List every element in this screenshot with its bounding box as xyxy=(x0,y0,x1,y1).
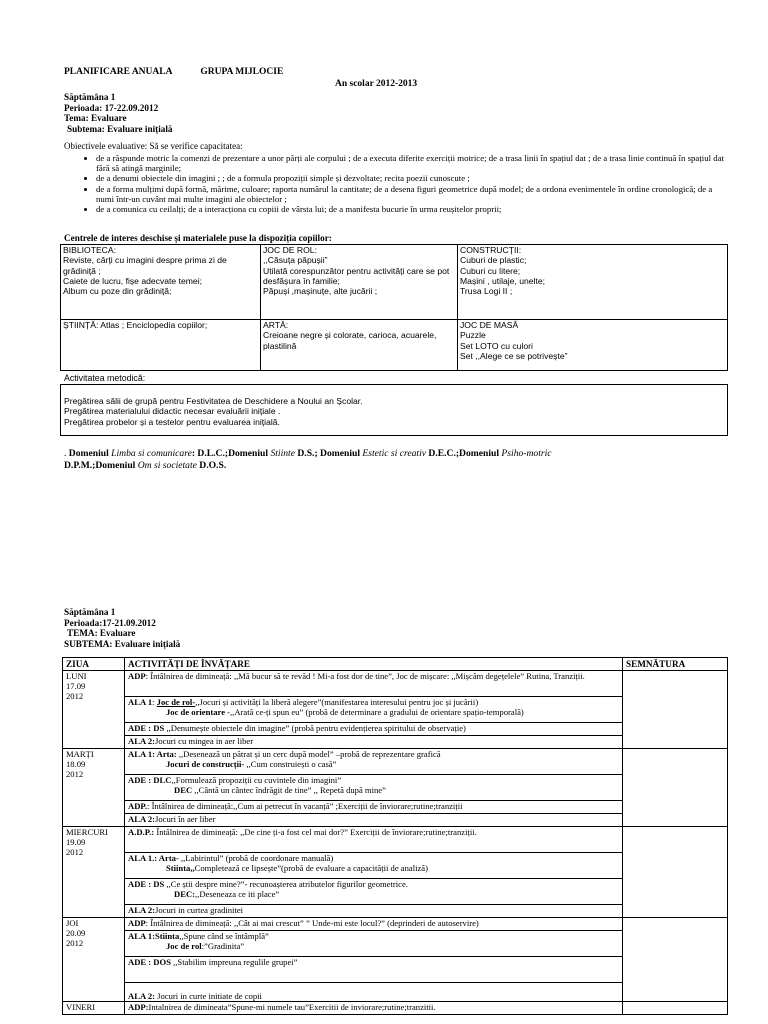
objectives-list xyxy=(64,153,729,214)
centre-cell-joc-de-rol: JOC DE ROL: ,,Căsuța păpușii” Utilată corespunzător pentru activități care se pot desfășura în familie; Păpuși ,mașinuțe, alte jucării ; xyxy=(261,245,458,320)
week-info-2 xyxy=(64,607,180,650)
centre-cell-stiinta: ȘTIINȚĂ: Atlas ; Enciclopedia copiilor; xyxy=(61,320,261,371)
signature-cell xyxy=(623,827,728,918)
column-header-activities: ACTIVITĂȚI DE ÎNVĂȚARE xyxy=(125,658,623,671)
table-row xyxy=(63,671,728,697)
objective-item: • de a comunica cu ceilalți; de a interacționa cu copiii de vârsta lui; de a manifesta bucurie în urma reușitelor proprii; xyxy=(96,204,729,214)
column-header-signature: SEMNĂTURA xyxy=(623,658,728,671)
centre-cell-arta: ARTĂ: Creioane negre și colorate, carioca, acuarele, plastilină xyxy=(261,320,458,371)
plan-title: PLANIFICARE ANUALA xyxy=(64,67,172,77)
school-year: An scolar 2012-2013 xyxy=(335,79,418,89)
activity-cell: ALA 1:Stiinta,,Spune când se întâmplă” Joc de rol:”Gradinita” xyxy=(125,931,623,957)
signature-cell xyxy=(623,918,728,1002)
theme-label: Tema: Evaluare xyxy=(64,113,127,124)
day-cell-miercuri: MIERCURI 19.09 2012 xyxy=(63,827,125,918)
table-row xyxy=(63,1002,728,1015)
activity-cell: ADE : DS ,,Denumește obiectele din imagine” (probă pentru evidențierea spiritului de observație) xyxy=(125,723,623,736)
methodical-item: Pregătirea probelor și a testelor pentru evaluarea inițială. xyxy=(64,416,280,427)
objective-item: • de a denumi obiectele din imagini ; ; de a formula propoziții simple și dezvoltate; recita poezii cunoscute ; xyxy=(96,173,729,183)
methodical-box xyxy=(60,384,728,436)
group-name: GRUPA MIJLOCIE xyxy=(200,67,284,77)
methodical-title: Activitatea metodică: xyxy=(64,373,146,383)
centre-cell-constructii: CONSTRUCȚII: Cuburi de plastic; Cuburi cu litere; Mașini , utilaje, unelte; Trusa Logi II ; xyxy=(458,245,728,320)
domains-line: . Domeniul Limba si comunicare: D.L.C.;Domeniul Stiinte D.S.; Domeniul Estetic si creativ D.E.C.;Domeniul Psiho-motric D.P.M.;Domeniul Om si societate D.O.S. xyxy=(64,448,552,472)
activity-cell: ALA 2:Jocuri in curtea gradinitei xyxy=(125,905,623,918)
subtheme-label: Subtema: Evaluare inițială xyxy=(67,124,173,135)
week-info-1 xyxy=(64,92,173,135)
period-label: Perioada: 17-22.09.2012 xyxy=(64,102,159,113)
document-title xyxy=(64,67,283,78)
centre-cell-biblioteca: BIBLIOTECA: Reviste, cărți cu imagini despre prima zi de grădiniță ; Caiete de lucru, fișe adecvate temei; Album cu poze din grădiniță; xyxy=(61,245,261,320)
activity-cell: ADE : DS ,,Ce știi despre mine?”- recunoașterea atributelor figurilor geometrice. DEC:,,Deseneaza ce iti place” xyxy=(125,879,623,905)
week-label: Săptămâna 1 xyxy=(64,607,116,617)
week-label: Săptămâna 1 xyxy=(64,92,116,102)
activity-cell: ADP.: Întâlnirea de dimineață:,,Cum ai petrecut în vacanță” ;Exerciții de înviorare;rutine;tranziții xyxy=(125,801,623,814)
activity-cell: ALA 2: Jocuri in curte initiate de copii xyxy=(125,983,623,1002)
period-label: Perioada:17-21.09.2012 xyxy=(64,617,156,628)
column-header-day: ZIUA xyxy=(63,658,125,671)
methodical-item: Pregătirea materialului didactic necesar evaluării inițiale . xyxy=(64,406,281,417)
table-row xyxy=(63,918,728,931)
day-cell-luni: LUNI 17.09 2012 xyxy=(63,671,125,749)
activity-cell: ALA 1: Joc de rol-,,Jocuri și activități la liberă alegere”(manifestarea interesului pentru joc și jucării) Joc de orientare -,,Arată ce-ți spun eu” (probă de determinare a gradului de orientare spațio-temporală) xyxy=(125,697,623,723)
activity-cell: ALA 1.: Arta- ,,Labirintul” (probă de coordonare manuală) Stiinta,,Completează ce lipsește”(probă de evaluare a capacității de analiză) xyxy=(125,853,623,879)
day-cell-marti: MARȚI 18.09 2012 xyxy=(63,749,125,827)
activity-cell: ADP: Întâlnirea de dimineață: ,,Mă bucur să te revăd ! Mi-a fost dor de tine”, Joc de mișcare: ,,Mișcăm degețelele” Rutina, Tranziții. xyxy=(125,671,623,697)
methodical-item: Pregătirea sălii de grupă pentru Festivitatea de Deschidere a Noului an Școlar. xyxy=(64,396,363,406)
table-row xyxy=(63,749,728,775)
activity-cell: ALA 1: Arta: ,,Desenează un pătrat și un cerc după model” –probă de reprezentare grafică Jocuri de construcții- ,,Cum construiești o casă” xyxy=(125,749,623,775)
objective-item: • de a forma mulțimi după formă, mărime, culoare; raporta numărul la cantitate; de a desena figuri geometrice după model; de a ordona evenimentele în ordine cronologică; de a numi într-un cuvânt mai multe imagini ale obiectelor ; xyxy=(96,184,729,204)
subtheme-label: SUBTEMA: Evaluare inițială xyxy=(64,639,181,650)
day-cell-vineri: VINERI xyxy=(63,1002,125,1015)
theme-label: TEMA: Evaluare xyxy=(67,628,136,639)
activity-cell: A.D.P.: Întâlnirea de dimineață: ,,De cine ți-a fost cel mai dor?” Exerciții de înviorare;rutine;tranziții. xyxy=(125,827,623,853)
centres-table xyxy=(60,244,728,371)
activity-cell: ADP:Intalnirea de dimineata”Spune-mi numele tau”Exercitii de inviorare;rutine;tranzitii. xyxy=(125,1002,623,1015)
objective-item: • de a răspunde motric la comenzi de prezentare a unor părți ale corpului ; de a executa diferite exerciții motrice; de a trasa linii în spațiul dat ; de a trasa linie continuă în spațiul dat fără să atingă marginile; xyxy=(96,153,729,173)
activity-cell: ADE : DOS ,,Stabilim impreuna regulile grupei” xyxy=(125,957,623,983)
signature-cell xyxy=(623,671,728,749)
centre-cell-joc-de-masa: JOC DE MASĂ Puzzle Set LOTO cu culori Set ,,Alege ce se potrivește” xyxy=(458,320,728,371)
weekly-plan-table xyxy=(62,657,728,1015)
activity-cell: ALA 2:Jocuri în aer liber xyxy=(125,814,623,827)
activity-cell: ADP: Întâlnirea de dimineață: ,,Cât ai mai crescut” ” Unde-mi este locul?” (deprinderi de autoservire) xyxy=(125,918,623,931)
activity-cell: ALA 2:Jocuri cu mingea in aer liber xyxy=(125,736,623,749)
signature-cell xyxy=(623,1002,728,1015)
centres-title: Centrele de interes deschise și materialele puse la dispoziția copiilor: xyxy=(64,233,332,243)
signature-cell xyxy=(623,749,728,827)
objectives-title: Obiectivele evaluative: Să se verifice capacitatea: xyxy=(64,141,243,151)
table-row xyxy=(63,827,728,853)
activity-cell: ADE : DLC,,Formulează propoziții cu cuvintele din imagini” DEC ,,Cântă un cântec îndrăgit de tine” ,, Repetă după mine” xyxy=(125,775,623,801)
day-cell-joi: JOI 20.09 2012 xyxy=(63,918,125,1002)
